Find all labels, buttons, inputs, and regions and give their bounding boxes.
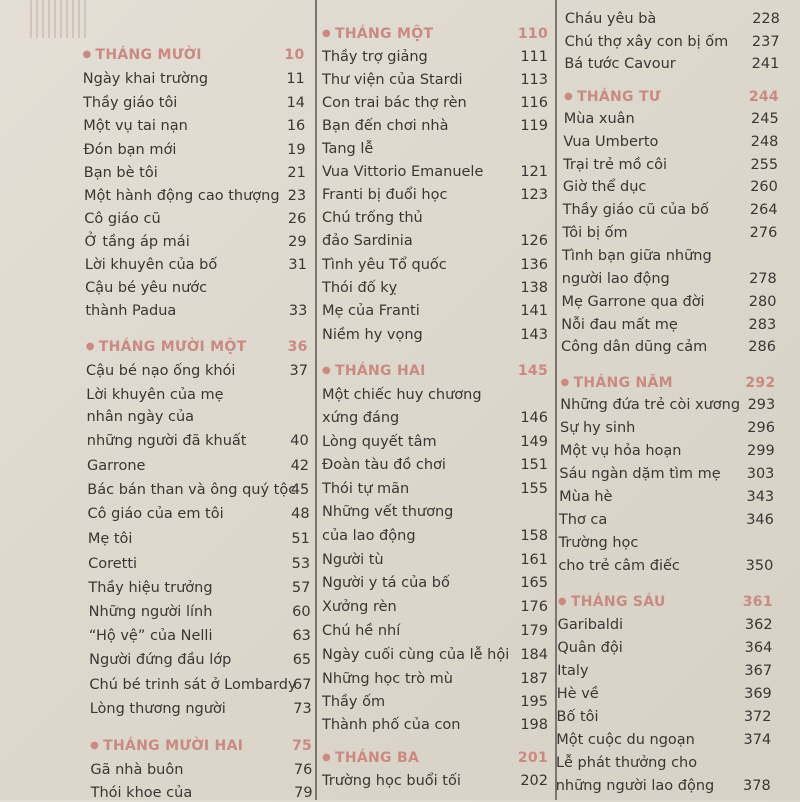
entry-title	[563, 178, 647, 196]
title-text: Thư viện của Stardi	[322, 72, 463, 88]
entry-title	[557, 685, 599, 703]
title-text: thành Padua	[85, 303, 177, 319]
entry-title	[322, 551, 384, 569]
entry-title	[91, 784, 193, 802]
entry-title	[561, 293, 704, 311]
title-text: THÁNG HAI	[335, 363, 426, 379]
title-text: Ngày cuối cùng của lễ hội	[322, 647, 510, 663]
entry-title	[556, 731, 695, 749]
page-number: 237	[751, 34, 780, 50]
title-text: Cậu bé nạo ống khói	[85, 363, 236, 379]
title-text: Cô giáo của em tôi	[87, 506, 224, 522]
column-divider	[315, 0, 317, 800]
title-text: Tang lễ	[322, 141, 374, 157]
page-number: 143	[520, 327, 548, 343]
entry-title	[90, 761, 183, 779]
page-number: 195	[520, 694, 548, 710]
entry-title	[322, 433, 437, 451]
title-text: Người y tá của bố	[322, 575, 450, 591]
page-number: 76	[293, 762, 313, 778]
page-number: 19	[287, 142, 306, 158]
section-title	[564, 88, 661, 106]
section-title	[322, 749, 419, 767]
title-text: Vua Vittorio Emanuele	[322, 164, 484, 180]
entry-title	[322, 94, 467, 112]
entry-title	[565, 33, 729, 51]
page-number: 111	[520, 49, 548, 65]
entry-title	[562, 270, 670, 288]
title-text: xứng đáng	[322, 410, 400, 426]
title-text: Một hành động cao thượng	[84, 188, 280, 204]
page-number: 42	[290, 458, 310, 474]
title-text: Một vụ tai nạn	[83, 118, 188, 134]
page-number: 73	[293, 701, 312, 717]
entry-title	[84, 187, 280, 205]
page-number: 228	[752, 11, 780, 27]
page-number: 36	[287, 339, 308, 355]
page-number: 31	[288, 257, 307, 273]
page-number: 53	[291, 556, 311, 572]
entry-title	[561, 316, 678, 334]
entry-title	[563, 201, 709, 219]
page-number: 346	[746, 512, 774, 528]
entry-title	[322, 527, 416, 545]
page-number: 241	[751, 56, 780, 72]
column-divider	[555, 0, 557, 800]
page-number: 126	[520, 233, 548, 249]
page-number: 176	[520, 599, 548, 615]
entry-title	[561, 338, 707, 356]
title-text: người lao động	[561, 271, 670, 287]
title-text: Bác bán than và ông quý tộc	[87, 482, 297, 498]
page-number: 136	[520, 257, 548, 273]
bullet-icon: ●	[85, 341, 95, 352]
title-text: Nỗi đau mất mẹ	[561, 317, 678, 333]
title-text: những người đã khuất	[86, 433, 247, 449]
entry-title	[85, 233, 190, 251]
title-text: Xưởng rèn	[322, 599, 397, 615]
entry-title	[322, 622, 400, 640]
title-text: Vua Umberto	[563, 134, 659, 150]
entry-title	[89, 651, 231, 669]
page-number: 296	[747, 420, 775, 436]
entry-title	[560, 396, 740, 414]
title-text: Lời khuyên của mẹ	[86, 387, 224, 403]
title-text: Đón bạn mới	[83, 142, 177, 158]
entry-title	[558, 616, 623, 634]
page-number: 48	[291, 506, 310, 522]
bullet-icon: ●	[563, 91, 573, 102]
page-number: 23	[287, 188, 307, 204]
page-number: 158	[520, 528, 548, 544]
title-text: những người lao động	[555, 778, 715, 794]
entry-title	[84, 210, 160, 228]
page-number: 146	[520, 410, 548, 426]
title-text: Gã nhà buôn	[90, 762, 184, 778]
page-number: 202	[520, 773, 548, 789]
title-text: Ngày khai trường	[82, 71, 209, 87]
entry-title	[83, 70, 208, 88]
page-number: 119	[520, 118, 548, 134]
title-text: Lòng quyết tâm	[322, 434, 437, 450]
page-number: 45	[290, 482, 310, 498]
page-number: 10	[284, 47, 305, 63]
title-text: Đoàn tàu đồ chơi	[322, 457, 446, 473]
entry-title	[556, 754, 697, 772]
section-title	[86, 338, 247, 356]
title-text: Mẹ tôi	[87, 531, 133, 547]
title-text: Thành phố của con	[322, 717, 461, 733]
entry-title	[560, 442, 682, 460]
entry-title	[557, 639, 622, 657]
title-text: Sự hy sinh	[559, 420, 636, 436]
entry-title	[558, 557, 680, 575]
title-text: của lao động	[322, 528, 416, 544]
entry-title	[322, 209, 423, 227]
title-text: Thơ ca	[558, 512, 608, 528]
title-text: nhân ngày của	[86, 409, 195, 425]
page-number: 21	[287, 165, 306, 181]
page-number: 40	[290, 433, 309, 449]
entry-title	[85, 279, 207, 297]
title-text: Bố tôi	[556, 709, 599, 725]
entry-title	[89, 676, 296, 694]
page-number: 149	[520, 434, 548, 450]
page-number: 57	[291, 580, 311, 596]
title-text: Trại trẻ mồ côi	[563, 157, 668, 173]
page-number: 14	[286, 95, 306, 111]
title-text: THÁNG MỘT	[335, 26, 434, 42]
title-text: Lễ phát thưởng cho	[555, 755, 698, 771]
entry-title	[84, 164, 158, 182]
entry-title	[322, 232, 413, 250]
entry-title	[90, 700, 226, 718]
title-text: Thầy hiệu trưởng	[88, 580, 213, 596]
entry-title	[564, 110, 635, 128]
page-number: 303	[746, 466, 775, 482]
page-number: 161	[520, 552, 548, 568]
title-text: THÁNG NĂM	[573, 375, 673, 391]
entry-title	[83, 94, 177, 112]
entry-title	[562, 247, 712, 265]
title-text: Tôi bị ốm	[562, 225, 628, 241]
entry-title	[86, 386, 223, 404]
bullet-icon: ●	[82, 49, 92, 60]
bullet-icon: ●	[322, 28, 332, 39]
entry-title	[89, 603, 213, 621]
title-text: “Hộ vệ” của Nelli	[88, 628, 213, 644]
entry-title	[557, 708, 599, 726]
page-number: 264	[749, 202, 778, 218]
page-number: 29	[288, 234, 307, 250]
title-text: Garibaldi	[557, 617, 624, 633]
entry-title	[565, 10, 656, 28]
title-text: Tình bạn giữa những	[562, 248, 712, 264]
title-text: Coretti	[88, 556, 138, 572]
entry-title	[563, 156, 667, 174]
page-number: 187	[520, 671, 548, 687]
entry-title	[84, 141, 177, 159]
title-text: Hè về	[556, 686, 599, 702]
entry-title	[322, 279, 397, 297]
page-number: 79	[294, 785, 313, 801]
page-number: 260	[750, 179, 778, 195]
entry-title	[322, 646, 509, 664]
title-text: Thầy ốm	[322, 694, 386, 710]
title-text: Chú bé trinh sát ở Lombardy	[89, 677, 297, 693]
entry-title	[322, 503, 453, 521]
entry-title	[322, 48, 428, 66]
title-text: Mẹ của Franti	[322, 303, 420, 319]
title-text: Chú trống thủ	[322, 210, 423, 226]
page-number: 198	[520, 717, 548, 733]
title-text: Thầy giáo tôi	[83, 95, 178, 111]
page-number: 75	[292, 738, 313, 754]
entry-title	[322, 386, 482, 404]
title-text: Tình yêu Tổ quốc	[322, 257, 447, 273]
page-number: 244	[748, 89, 779, 105]
page-number: 123	[520, 187, 548, 203]
entry-title	[87, 481, 296, 499]
entry-title	[322, 693, 385, 711]
entry-title	[85, 302, 176, 320]
entry-title	[322, 117, 449, 135]
bullet-icon: ●	[557, 596, 567, 607]
title-text: Garrone	[87, 458, 146, 474]
entry-title	[322, 186, 447, 204]
page-number: 26	[287, 211, 307, 227]
entry-title	[322, 302, 420, 320]
bullet-icon: ●	[560, 377, 570, 388]
page-number: 364	[744, 640, 773, 656]
entry-title	[559, 488, 612, 506]
page-number: 286	[748, 339, 776, 355]
entry-title	[85, 256, 217, 274]
section-title	[561, 374, 673, 392]
bullet-icon: ●	[322, 752, 332, 763]
page-number: 155	[520, 481, 548, 497]
page-number: 362	[744, 617, 773, 633]
title-text: THÁNG MƯỜI MỘT	[98, 339, 247, 355]
entry-title	[88, 579, 212, 597]
title-text: Cháu yêu bà	[564, 11, 657, 27]
title-text: Những học trò mù	[322, 671, 453, 687]
page-number: 60	[292, 604, 311, 620]
entry-title	[560, 419, 635, 437]
bullet-icon: ●	[322, 365, 332, 376]
page-number: 283	[748, 317, 777, 333]
section-title	[558, 593, 666, 611]
entry-title	[322, 409, 399, 427]
title-text: Quân đội	[557, 640, 623, 656]
entry-title	[322, 598, 397, 616]
page-number: 138	[520, 280, 548, 296]
title-text: Lòng thương người	[89, 701, 226, 717]
page-number: 248	[750, 134, 779, 150]
title-text: THÁNG BA	[335, 750, 420, 766]
title-text: Franti bị đuổi học	[322, 187, 448, 203]
page-number: 116	[520, 95, 548, 111]
title-text: Trường học	[558, 535, 639, 551]
page-number: 372	[743, 709, 772, 725]
page-number: 374	[743, 732, 772, 748]
title-text: Con trai bác thợ rèn	[322, 95, 467, 111]
entry-title	[557, 662, 588, 680]
page-number: 11	[286, 71, 305, 87]
page-number: 378	[743, 778, 771, 794]
title-text: Ở tầng áp mái	[84, 234, 190, 250]
title-text: Thầy trợ giảng	[322, 49, 428, 65]
title-text: THÁNG TƯ	[576, 89, 661, 105]
entry-title	[559, 465, 720, 483]
title-text: THÁNG MƯỜI HAI	[103, 738, 244, 754]
title-text: Một vụ hỏa hoạn	[559, 443, 682, 459]
title-text: Thói khoe của	[90, 785, 193, 801]
entry-title	[322, 71, 463, 89]
page-number: 280	[748, 294, 777, 310]
title-text: Thầy giáo cũ của bố	[562, 202, 709, 218]
title-text: Chú hề nhí	[322, 623, 401, 639]
page-number: 65	[292, 652, 312, 668]
page-number: 63	[292, 628, 311, 644]
page-number: 145	[517, 363, 548, 379]
page-number: 184	[520, 647, 548, 663]
title-text: Thói tự mãn	[322, 481, 410, 497]
page-number: 16	[286, 118, 306, 134]
entry-title	[88, 530, 133, 548]
page-number: 343	[746, 489, 775, 505]
entry-title	[556, 777, 715, 795]
bullet-icon: ●	[90, 740, 100, 751]
title-text: Những người lính	[88, 604, 213, 620]
entry-title	[322, 140, 373, 158]
title-text: Lời khuyên của bố	[84, 257, 218, 273]
title-text: Cô giáo cũ	[84, 211, 161, 227]
page-number: 151	[520, 457, 548, 473]
entry-title	[322, 456, 446, 474]
entry-title	[322, 256, 447, 274]
page-number: 121	[520, 164, 548, 180]
title-text: Trường học buổi tối	[322, 773, 461, 789]
entry-title	[559, 534, 639, 552]
title-text: Mùa hè	[559, 489, 613, 505]
page-number: 367	[744, 663, 773, 679]
section-title	[83, 46, 202, 64]
title-text: Bạn bè tôi	[83, 165, 158, 181]
entry-title	[86, 408, 194, 426]
section-title	[322, 362, 426, 380]
entry-title	[322, 670, 453, 688]
title-text: Một cuộc du ngoạn	[556, 732, 695, 748]
page-number: 37	[289, 363, 308, 379]
page-number: 299	[747, 443, 775, 459]
title-text: Những đứa trẻ còi xương	[560, 397, 741, 413]
page-number: 201	[517, 750, 548, 766]
page-number: 113	[520, 72, 548, 88]
title-text: Thói đố kỵ	[322, 280, 398, 296]
entry-title	[322, 716, 461, 734]
page-number: 369	[744, 686, 772, 702]
page-number: 245	[751, 111, 779, 127]
page-number: 361	[742, 594, 773, 610]
entry-title	[563, 133, 658, 151]
title-text: Mẹ Garrone qua đời	[561, 294, 705, 310]
entry-title	[87, 457, 145, 475]
title-text: THÁNG SÁU	[570, 594, 666, 610]
page-number: 350	[745, 558, 774, 574]
title-text: Bạn đến chơi nhà	[322, 118, 449, 134]
title-text: Người đứng đầu lớp	[89, 652, 232, 668]
page-number: 179	[520, 623, 548, 639]
page-number: 33	[288, 303, 308, 319]
entry-title	[89, 627, 213, 645]
entry-title	[83, 117, 188, 135]
entry-title	[87, 432, 247, 450]
section-title	[322, 25, 433, 43]
entry-title	[562, 224, 627, 242]
entry-title	[564, 55, 675, 73]
title-text: cho trẻ câm điếc	[558, 558, 680, 574]
page-number: 110	[517, 26, 548, 42]
title-text: Chú thợ xây con bị ốm	[564, 34, 729, 50]
page-number: 141	[520, 303, 548, 319]
title-text: Mùa xuân	[563, 111, 635, 127]
title-text: Một chiếc huy chương	[322, 387, 482, 403]
entry-title	[322, 163, 483, 181]
entry-title	[322, 326, 423, 344]
page-number: 255	[750, 157, 779, 173]
section-title	[90, 737, 243, 755]
title-text: Công dân dũng cảm	[560, 339, 708, 355]
entry-title	[559, 511, 607, 529]
entry-title	[86, 362, 235, 380]
title-text: Sáu ngàn dặm tìm mẹ	[559, 466, 721, 482]
title-text: Cậu bé yêu nước	[85, 280, 208, 296]
entry-title	[322, 574, 450, 592]
title-text: đảo Sardinia	[322, 233, 413, 249]
entry-title	[88, 555, 137, 573]
page-number: 293	[747, 397, 776, 413]
page-number: 51	[291, 531, 310, 547]
title-text: THÁNG MƯỜI	[95, 47, 202, 63]
page-number: 67	[292, 677, 312, 693]
title-text: Bá tước Cavour	[564, 56, 676, 72]
entry-title	[88, 505, 224, 523]
page-number: 276	[749, 225, 778, 241]
page-number: 278	[749, 271, 777, 287]
title-text: Những vết thương	[322, 504, 454, 520]
entry-title	[322, 480, 409, 498]
page-edge-decoration	[30, 0, 90, 38]
title-text: Người tù	[322, 552, 384, 568]
page-number: 165	[520, 575, 548, 591]
title-text: Italy	[557, 663, 589, 679]
page-number: 292	[745, 375, 776, 391]
entry-title	[322, 772, 461, 790]
title-text: Niềm hy vọng	[322, 327, 423, 343]
title-text: Giờ thể dục	[562, 179, 647, 195]
